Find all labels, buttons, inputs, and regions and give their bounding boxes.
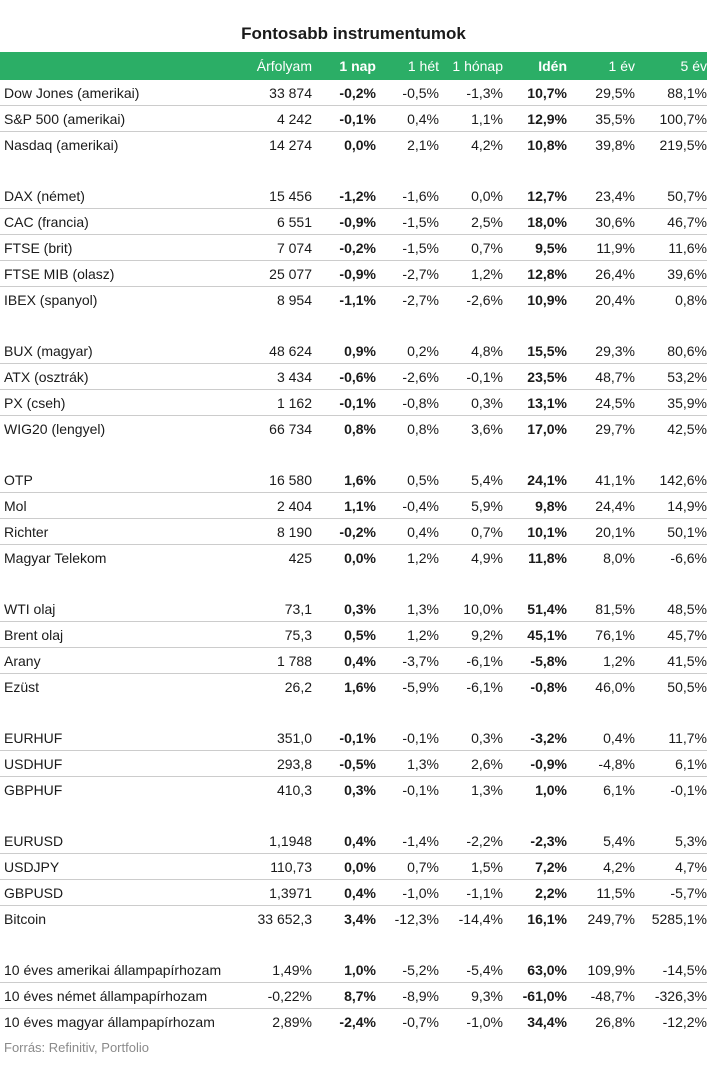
change-5-year-cell: 100,7% xyxy=(635,106,707,132)
change-1-year-cell: 29,3% xyxy=(567,338,635,364)
group-spacer xyxy=(0,699,707,725)
change-5-year-cell: -326,3% xyxy=(635,983,707,1009)
change-1-day-cell: 1,6% xyxy=(312,467,376,493)
change-1-week-cell: 1,3% xyxy=(376,596,439,622)
change-1-month-cell: -1,3% xyxy=(439,80,503,106)
table-row xyxy=(0,725,707,751)
table-row xyxy=(0,338,707,364)
header-1-year: 1 év xyxy=(608,58,635,74)
instrument-name-cell: EURHUF xyxy=(0,725,238,751)
spacer-cell xyxy=(0,157,707,183)
table-row xyxy=(0,674,707,700)
change-1-week-cell: -1,0% xyxy=(376,880,439,906)
change-1-day-cell: -0,1% xyxy=(312,106,376,132)
price-cell: 16 580 xyxy=(238,467,312,493)
instruments-table xyxy=(0,52,707,1034)
instrument-name-cell: 10 éves amerikai állampapírhozam xyxy=(0,957,238,983)
change-5-year-cell: 50,7% xyxy=(635,183,707,209)
change-1-year-cell: 24,4% xyxy=(567,493,635,519)
change-1-week-cell: 0,2% xyxy=(376,338,439,364)
change-1-week-cell: -0,5% xyxy=(376,80,439,106)
change-5-year-cell: 48,5% xyxy=(635,596,707,622)
change-1-day-cell: -1,1% xyxy=(339,291,376,308)
change-1-day-cell: 0,5% xyxy=(312,622,376,648)
instrument-name-cell: Mol xyxy=(0,493,238,519)
change-1-day-cell: -2,4% xyxy=(339,1013,376,1030)
change-1-month-cell: 1,1% xyxy=(439,106,503,132)
change-1-day-cell: 0,9% xyxy=(312,338,376,364)
change-1-day-cell: -1,2% xyxy=(312,183,376,209)
change-1-week-cell: 1,2% xyxy=(376,622,439,648)
change-1-day-cell: -0,6% xyxy=(312,364,376,390)
change-ytd-cell: 24,1% xyxy=(503,467,567,493)
price-cell: 410,3 xyxy=(276,781,312,798)
instrument-name-cell: GBPUSD xyxy=(0,880,238,906)
price-cell: 73,1 xyxy=(238,596,312,622)
table-row xyxy=(0,287,707,313)
change-1-year-cell: 23,4% xyxy=(567,183,635,209)
change-1-week-cell: -0,1% xyxy=(376,725,439,751)
price-cell: 293,8 xyxy=(238,751,312,777)
group-spacer xyxy=(0,441,707,467)
table-row xyxy=(0,235,707,261)
table-row xyxy=(0,777,707,803)
change-1-day-cell: -0,5% xyxy=(312,751,376,777)
header-1-week: 1 hét xyxy=(407,58,439,74)
price-cell: 25 077 xyxy=(238,261,312,287)
group-spacer xyxy=(0,931,707,957)
change-1-week-cell: 1,3% xyxy=(376,751,439,777)
change-1-day-cell: -0,9% xyxy=(312,261,376,287)
price-cell: 1,49% xyxy=(238,957,312,983)
instrument-name-cell: Bitcoin xyxy=(4,910,47,927)
change-ytd-cell: 23,5% xyxy=(503,364,567,390)
change-ytd-cell: -5,8% xyxy=(503,648,567,674)
change-ytd-cell: 12,9% xyxy=(503,106,567,132)
change-1-week-cell: 2,1% xyxy=(407,136,439,153)
change-ytd-cell: 16,1% xyxy=(527,910,567,927)
change-1-year-cell: 35,5% xyxy=(567,106,635,132)
table-row xyxy=(0,648,707,674)
change-ytd-cell: 1,0% xyxy=(535,781,567,798)
spacer-cell xyxy=(0,570,707,596)
change-ytd-cell: 13,1% xyxy=(503,390,567,416)
table-row xyxy=(0,364,707,390)
change-ytd-cell: -61,0% xyxy=(503,983,567,1009)
change-1-year-cell: 29,5% xyxy=(567,80,635,106)
change-1-week-cell: 0,7% xyxy=(376,854,439,880)
change-5-year-cell: -6,6% xyxy=(670,549,707,566)
change-1-day-cell: 0,3% xyxy=(344,781,376,798)
change-1-month-cell: 5,4% xyxy=(439,467,503,493)
change-5-year-cell: 5,3% xyxy=(635,828,707,854)
price-cell: 4 242 xyxy=(238,106,312,132)
change-ytd-cell: 10,1% xyxy=(503,519,567,545)
change-5-year-cell: 0,8% xyxy=(675,291,707,308)
change-1-year-cell: 46,0% xyxy=(595,678,635,695)
instrument-name-cell: Arany xyxy=(0,648,238,674)
table-row xyxy=(0,261,707,287)
table-row xyxy=(0,1009,707,1035)
change-1-year-cell: -4,8% xyxy=(567,751,635,777)
instrument-name-cell: PX (cseh) xyxy=(0,390,238,416)
header-ytd: Idén xyxy=(538,58,567,74)
change-5-year-cell: 80,6% xyxy=(635,338,707,364)
change-1-month-cell: 4,8% xyxy=(439,338,503,364)
change-1-week-cell: -0,7% xyxy=(402,1013,439,1030)
table-row xyxy=(0,106,707,132)
change-1-month-cell: -2,2% xyxy=(439,828,503,854)
change-5-year-cell: 46,7% xyxy=(635,209,707,235)
change-5-year-cell: -14,5% xyxy=(635,957,707,983)
change-5-year-cell: 42,5% xyxy=(667,420,707,437)
change-1-month-cell: 4,9% xyxy=(471,549,503,566)
change-ytd-cell: 34,4% xyxy=(527,1013,567,1030)
instrument-name-cell: 10 éves német állampapírhozam xyxy=(0,983,238,1009)
price-cell: 2,89% xyxy=(272,1013,312,1030)
source-note: Forrás: Refinitiv, Portfolio xyxy=(4,1040,149,1055)
change-1-month-cell: -0,1% xyxy=(439,364,503,390)
change-5-year-cell: 50,5% xyxy=(667,678,707,695)
change-1-day-cell: -0,2% xyxy=(312,235,376,261)
change-ytd-cell: 7,2% xyxy=(503,854,567,880)
change-1-week-cell: 1,2% xyxy=(407,549,439,566)
change-1-year-cell: 8,0% xyxy=(603,549,635,566)
change-1-year-cell: 24,5% xyxy=(567,390,635,416)
change-1-day-cell: -0,1% xyxy=(312,725,376,751)
change-1-month-cell: 0,0% xyxy=(439,183,503,209)
instrument-name-cell: BUX (magyar) xyxy=(0,338,238,364)
price-cell: 8 190 xyxy=(238,519,312,545)
header-row xyxy=(0,52,707,80)
change-1-week-cell: -2,7% xyxy=(402,291,439,308)
change-1-day-cell: 1,1% xyxy=(312,493,376,519)
change-ytd-cell: 51,4% xyxy=(503,596,567,622)
header-name xyxy=(0,52,238,80)
change-1-day-cell: 0,0% xyxy=(344,136,376,153)
instrument-name-cell: USDJPY xyxy=(0,854,238,880)
change-1-day-cell: -0,2% xyxy=(312,519,376,545)
change-1-day-cell: 0,3% xyxy=(312,596,376,622)
change-5-year-cell: 39,6% xyxy=(635,261,707,287)
change-1-month-cell: 9,3% xyxy=(439,983,503,1009)
change-1-year-cell: 30,6% xyxy=(567,209,635,235)
change-1-day-cell: 0,8% xyxy=(344,420,376,437)
change-ytd-cell: 10,9% xyxy=(527,291,567,308)
table-row xyxy=(0,209,707,235)
spacer-cell xyxy=(0,802,707,828)
change-1-year-cell: 11,5% xyxy=(567,880,635,906)
price-cell: 1 162 xyxy=(238,390,312,416)
change-1-year-cell: 109,9% xyxy=(567,957,635,983)
change-5-year-cell: 219,5% xyxy=(659,136,707,153)
instrument-name-cell: CAC (francia) xyxy=(0,209,238,235)
price-cell: 48 624 xyxy=(238,338,312,364)
change-1-month-cell: -6,1% xyxy=(466,678,503,695)
change-ytd-cell: 17,0% xyxy=(527,420,567,437)
change-1-day-cell: 1,0% xyxy=(312,957,376,983)
price-cell: 6 551 xyxy=(238,209,312,235)
table-row xyxy=(0,880,707,906)
price-cell: 110,73 xyxy=(238,854,312,880)
change-ytd-cell: 10,8% xyxy=(527,136,567,153)
instrument-name-cell: Nasdaq (amerikai) xyxy=(4,136,119,153)
change-5-year-cell: -5,7% xyxy=(635,880,707,906)
instrument-name-cell: S&P 500 (amerikai) xyxy=(0,106,238,132)
price-cell: 15 456 xyxy=(238,183,312,209)
spacer-cell xyxy=(0,312,707,338)
table-row xyxy=(0,467,707,493)
instrument-name-cell: Magyar Telekom xyxy=(4,549,107,566)
change-1-week-cell: -5,2% xyxy=(376,957,439,983)
change-1-month-cell: -1,0% xyxy=(466,1013,503,1030)
change-1-week-cell: -8,9% xyxy=(376,983,439,1009)
change-1-month-cell: -6,1% xyxy=(439,648,503,674)
change-1-month-cell: -1,1% xyxy=(439,880,503,906)
instrument-name-cell: WIG20 (lengyel) xyxy=(4,420,106,437)
change-1-month-cell: 1,3% xyxy=(471,781,503,798)
table-row xyxy=(0,183,707,209)
change-1-month-cell: 9,2% xyxy=(439,622,503,648)
table-row xyxy=(0,596,707,622)
instrument-name-cell: FTSE MIB (olasz) xyxy=(0,261,238,287)
group-spacer xyxy=(0,802,707,828)
instrument-name-cell: FTSE (brit) xyxy=(0,235,238,261)
change-ytd-cell: -0,8% xyxy=(530,678,567,695)
change-1-month-cell: 2,5% xyxy=(439,209,503,235)
instrument-name-cell: 10 éves magyar állampapírhozam xyxy=(4,1013,215,1030)
change-1-month-cell: 5,9% xyxy=(439,493,503,519)
change-1-week-cell: -3,7% xyxy=(376,648,439,674)
change-1-year-cell: 48,7% xyxy=(567,364,635,390)
change-1-month-cell: 0,7% xyxy=(439,235,503,261)
instrument-name-cell: USDHUF xyxy=(0,751,238,777)
change-1-week-cell: -1,6% xyxy=(376,183,439,209)
change-1-month-cell: 0,3% xyxy=(439,725,503,751)
change-1-year-cell: 0,4% xyxy=(567,725,635,751)
change-1-day-cell: 0,4% xyxy=(312,880,376,906)
price-cell: 1,1948 xyxy=(238,828,312,854)
instrument-name-cell: EURUSD xyxy=(0,828,238,854)
instrument-name-cell: GBPHUF xyxy=(4,781,63,798)
price-cell: 14 274 xyxy=(269,136,312,153)
change-1-year-cell: 26,4% xyxy=(567,261,635,287)
change-1-week-cell: 0,4% xyxy=(376,106,439,132)
table-row xyxy=(0,132,707,158)
table-body xyxy=(0,80,707,1034)
change-1-year-cell: -48,7% xyxy=(567,983,635,1009)
price-cell: 1 788 xyxy=(238,648,312,674)
change-ytd-cell: 10,7% xyxy=(503,80,567,106)
instrument-name-cell: DAX (német) xyxy=(0,183,238,209)
change-1-month-cell: -5,4% xyxy=(439,957,503,983)
change-5-year-cell: 142,6% xyxy=(635,467,707,493)
instrument-name-cell: Ezüst xyxy=(4,678,40,695)
table-row xyxy=(0,80,707,106)
change-1-month-cell: 1,5% xyxy=(439,854,503,880)
change-1-year-cell: 76,1% xyxy=(567,622,635,648)
table-row xyxy=(0,622,707,648)
change-1-month-cell: 0,3% xyxy=(439,390,503,416)
group-spacer xyxy=(0,570,707,596)
change-5-year-cell: 50,1% xyxy=(635,519,707,545)
change-1-month-cell: 4,2% xyxy=(471,136,503,153)
change-1-day-cell: 3,4% xyxy=(344,910,376,927)
change-5-year-cell: 6,1% xyxy=(635,751,707,777)
change-5-year-cell: 53,2% xyxy=(635,364,707,390)
change-5-year-cell: -0,1% xyxy=(670,781,707,798)
change-1-week-cell: -0,4% xyxy=(376,493,439,519)
table-row xyxy=(0,906,707,932)
change-ytd-cell: 11,8% xyxy=(528,549,567,566)
change-1-month-cell: 1,2% xyxy=(439,261,503,287)
change-1-month-cell: 3,6% xyxy=(471,420,503,437)
change-1-week-cell: -1,4% xyxy=(376,828,439,854)
spacer-cell xyxy=(0,931,707,957)
change-ytd-cell: 15,5% xyxy=(503,338,567,364)
change-1-week-cell: -5,9% xyxy=(402,678,439,695)
price-cell: 26,2 xyxy=(284,678,312,695)
change-ytd-cell: 9,8% xyxy=(503,493,567,519)
spacer-cell xyxy=(0,441,707,467)
change-ytd-cell: 63,0% xyxy=(503,957,567,983)
table-row xyxy=(0,828,707,854)
change-1-week-cell: -12,3% xyxy=(394,910,439,927)
instrument-name-cell: Richter xyxy=(0,519,238,545)
change-1-year-cell: 1,2% xyxy=(567,648,635,674)
change-ytd-cell: -0,9% xyxy=(503,751,567,777)
table-row xyxy=(0,416,707,442)
change-1-week-cell: -0,8% xyxy=(376,390,439,416)
table-row xyxy=(0,545,707,571)
change-5-year-cell: 14,9% xyxy=(635,493,707,519)
price-cell: -0,22% xyxy=(238,983,312,1009)
header-1-day: 1 nap xyxy=(339,58,376,74)
change-1-month-cell: 0,7% xyxy=(439,519,503,545)
change-1-day-cell: 8,7% xyxy=(312,983,376,1009)
header-price: Árfolyam xyxy=(256,58,312,74)
price-cell: 33 874 xyxy=(238,80,312,106)
change-ytd-cell: 12,7% xyxy=(503,183,567,209)
change-1-month-cell: -14,4% xyxy=(458,910,503,927)
price-cell: 3 434 xyxy=(238,364,312,390)
table-row xyxy=(0,751,707,777)
change-1-week-cell: -1,5% xyxy=(376,209,439,235)
table-row xyxy=(0,983,707,1009)
change-1-month-cell: 2,6% xyxy=(439,751,503,777)
change-1-day-cell: 1,6% xyxy=(344,678,376,695)
price-cell: 1,3971 xyxy=(238,880,312,906)
change-1-day-cell: -0,9% xyxy=(312,209,376,235)
price-cell: 7 074 xyxy=(238,235,312,261)
change-1-year-cell: 20,1% xyxy=(567,519,635,545)
change-1-day-cell: -0,1% xyxy=(312,390,376,416)
table-row xyxy=(0,854,707,880)
change-1-year-cell: 39,8% xyxy=(595,136,635,153)
instrument-name-cell: Dow Jones (amerikai) xyxy=(0,80,238,106)
price-cell: 8 954 xyxy=(276,291,312,308)
change-1-week-cell: 0,8% xyxy=(407,420,439,437)
change-1-week-cell: -2,7% xyxy=(376,261,439,287)
change-ytd-cell: 2,2% xyxy=(503,880,567,906)
table-row xyxy=(0,390,707,416)
change-1-month-cell: 10,0% xyxy=(439,596,503,622)
instrument-name-cell: ATX (osztrák) xyxy=(0,364,238,390)
change-1-week-cell: 0,4% xyxy=(376,519,439,545)
header-1-month: 1 hónap xyxy=(452,58,503,74)
change-5-year-cell: -12,2% xyxy=(662,1013,707,1030)
change-1-week-cell: 0,5% xyxy=(376,467,439,493)
instrument-name-cell: WTI olaj xyxy=(0,596,238,622)
change-1-week-cell: -1,5% xyxy=(376,235,439,261)
change-ytd-cell: 45,1% xyxy=(503,622,567,648)
spacer-cell xyxy=(0,699,707,725)
table-row xyxy=(0,957,707,983)
price-cell: 75,3 xyxy=(238,622,312,648)
change-5-year-cell: 45,7% xyxy=(635,622,707,648)
change-1-day-cell: 0,0% xyxy=(312,854,376,880)
change-1-day-cell: -0,2% xyxy=(312,80,376,106)
price-cell: 425 xyxy=(288,549,312,566)
table-row xyxy=(0,493,707,519)
table-row xyxy=(0,519,707,545)
header-5-year: 5 év xyxy=(680,58,707,74)
change-1-year-cell: 4,2% xyxy=(567,854,635,880)
change-1-year-cell: 41,1% xyxy=(567,467,635,493)
price-cell: 66 734 xyxy=(269,420,312,437)
instrument-name-cell: IBEX (spanyol) xyxy=(4,291,98,308)
change-1-year-cell: 6,1% xyxy=(603,781,635,798)
change-1-year-cell: 26,8% xyxy=(595,1013,635,1030)
group-spacer xyxy=(0,157,707,183)
change-ytd-cell: 12,8% xyxy=(503,261,567,287)
change-1-week-cell: -2,6% xyxy=(376,364,439,390)
change-5-year-cell: 4,7% xyxy=(635,854,707,880)
change-5-year-cell: 88,1% xyxy=(635,80,707,106)
change-1-day-cell: 0,0% xyxy=(344,549,376,566)
instrument-name-cell: OTP xyxy=(0,467,238,493)
change-1-year-cell: 11,9% xyxy=(567,235,635,261)
change-1-year-cell: 20,4% xyxy=(595,291,635,308)
group-spacer xyxy=(0,312,707,338)
change-1-day-cell: 0,4% xyxy=(312,828,376,854)
change-ytd-cell: -2,3% xyxy=(503,828,567,854)
change-1-year-cell: 81,5% xyxy=(567,596,635,622)
change-ytd-cell: 18,0% xyxy=(503,209,567,235)
price-cell: 2 404 xyxy=(238,493,312,519)
change-5-year-cell: 35,9% xyxy=(635,390,707,416)
change-5-year-cell: 5285,1% xyxy=(651,910,707,927)
change-1-year-cell: 29,7% xyxy=(595,420,635,437)
change-5-year-cell: 11,7% xyxy=(635,725,707,751)
change-ytd-cell: 9,5% xyxy=(503,235,567,261)
price-cell: 351,0 xyxy=(238,725,312,751)
change-1-month-cell: -2,6% xyxy=(466,291,503,308)
price-cell: 33 652,3 xyxy=(257,910,312,927)
change-5-year-cell: 11,6% xyxy=(635,235,707,261)
change-1-week-cell: -0,1% xyxy=(402,781,439,798)
table-title: Fontosabb instrumentumok xyxy=(241,24,466,43)
change-ytd-cell: -3,2% xyxy=(503,725,567,751)
change-1-year-cell: 5,4% xyxy=(567,828,635,854)
change-1-day-cell: 0,4% xyxy=(312,648,376,674)
instrument-name-cell: Brent olaj xyxy=(0,622,238,648)
change-5-year-cell: 41,5% xyxy=(635,648,707,674)
change-1-year-cell: 249,7% xyxy=(587,910,635,927)
